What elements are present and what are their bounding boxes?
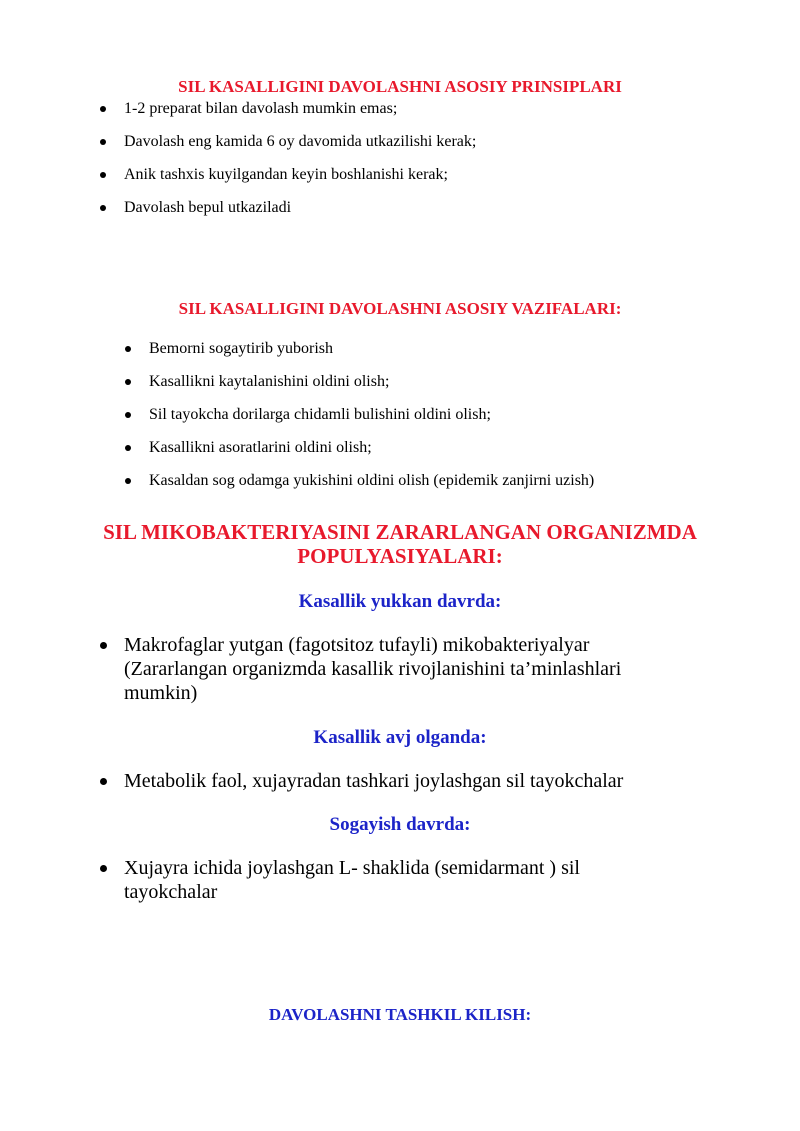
populations-heading-line1: SIL MIKOBAKTERIYASINI ZARARLANGAN ORGANIZMDA	[103, 520, 697, 544]
principles-heading: SIL KASALLIGINI DAVOLASHNI ASOSIY PRINSIPLARI	[178, 77, 622, 96]
organization-heading: DAVOLASHNI TASHKIL KILISH:	[268, 1005, 532, 1024]
principles-list	[98, 99, 758, 231]
bullet-icon	[125, 445, 131, 451]
active-disease-list	[98, 769, 738, 793]
list-item: Davolash eng kamida 6 oy davomida utkazilishi kerak;	[98, 132, 758, 152]
list-item: Bemorni sogaytirib yuborish	[123, 339, 763, 359]
list-item: Anik tashxis kuyilgandan keyin boshlanishi kerak;	[98, 165, 758, 185]
bullet-icon	[100, 642, 107, 649]
bullet-icon	[125, 478, 131, 484]
list-item: Sil tayokcha dorilarga chidamli bulishini oldini olish;	[123, 405, 763, 425]
list-item: Davolash bepul utkaziladi	[98, 198, 758, 218]
bullet-icon	[100, 778, 107, 785]
list-item: Kasallikni asoratlarini oldini olish;	[123, 438, 763, 458]
list-item: Makrofaglar yutgan (fagotsitoz tufayli) mikobakteriyalyar (Zararlangan organizmda kasallik rivojlanishini ta’minlashlari mumkin)	[98, 633, 688, 705]
bullet-icon	[100, 139, 106, 145]
list-item: Kasallikni kaytalanishini oldini olish;	[123, 372, 763, 392]
populations-heading-line2: POPULYASIYALARI:	[297, 544, 503, 568]
bullet-icon	[100, 106, 106, 112]
list-item: Xujayra ichida joylashgan L- shaklida (semidarmant ) sil tayokchalar	[98, 856, 658, 904]
subheading-active-disease: Kasallik avj olganda:	[313, 727, 487, 748]
bullet-icon	[100, 865, 107, 872]
tasks-list	[123, 339, 763, 504]
infection-period-list	[98, 633, 688, 705]
bullet-icon	[125, 346, 131, 352]
bullet-icon	[125, 379, 131, 385]
bullet-icon	[100, 172, 106, 178]
subheading-recovery-period: Sogayish davrda:	[329, 814, 471, 835]
tasks-heading: SIL KASALLIGINI DAVOLASHNI ASOSIY VAZIFALARI:	[178, 299, 622, 318]
list-item: Metabolik faol, xujayradan tashkari joylashgan sil tayokchalar	[98, 769, 738, 793]
bullet-icon	[125, 412, 131, 418]
recovery-period-list	[98, 856, 658, 904]
subheading-infection-period: Kasallik yukkan davrda:	[298, 591, 502, 612]
list-item: 1-2 preparat bilan davolash mumkin emas;	[98, 99, 758, 119]
bullet-icon	[100, 205, 106, 211]
list-item: Kasaldan sog odamga yukishini oldini olish (epidemik zanjirni uzish)	[123, 471, 763, 491]
